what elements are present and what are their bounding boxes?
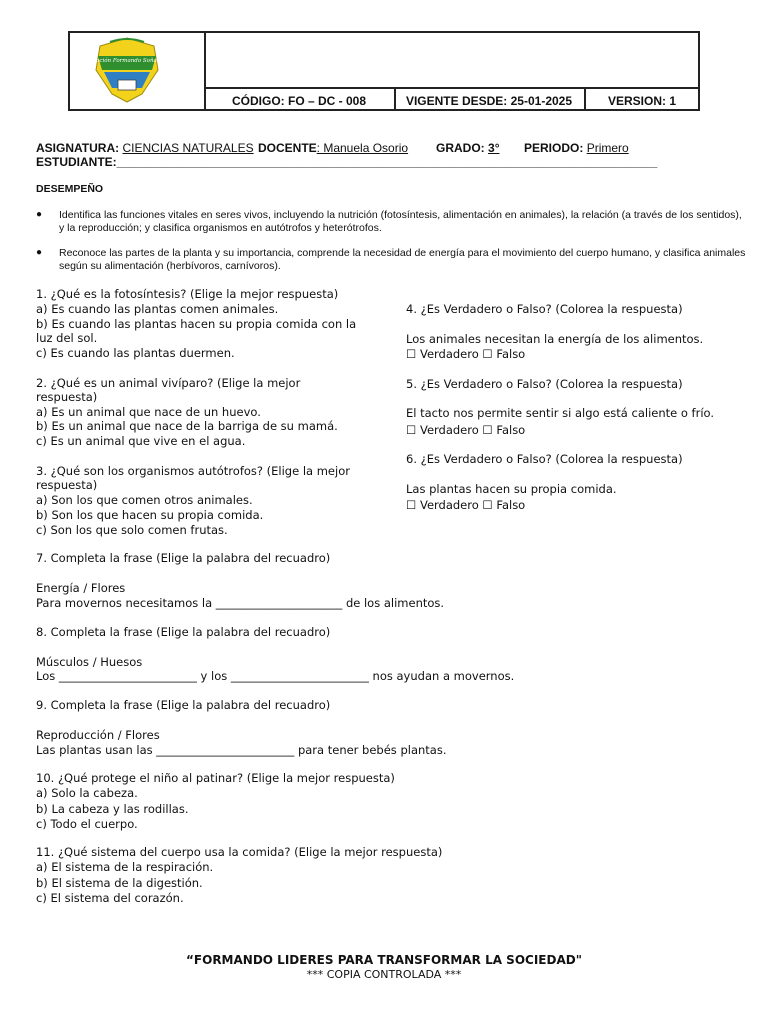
- school-motto: “FORMANDO LIDERES PARA TRANSFORMAR LA SOCIEDAD": [186, 953, 582, 967]
- question-2-option-c[interactable]: c) Es un animal que vive en el agua.: [36, 434, 246, 448]
- grade-value: 3°: [488, 141, 500, 155]
- question-1-option-b[interactable]: b) Es cuando las plantas hacen su propia comida con la: [36, 317, 357, 331]
- question-7: 7. Completa la frase (Elige la palabra del recuadro): [36, 551, 331, 565]
- performance-item-1-line-1: Identifica las funciones vitales en seres vivos, incluyendo la nutrición (fotosíntesis, alimentación en animales), la relación (a través de los sentidos),: [59, 209, 742, 221]
- question-5-options[interactable]: ☐ Verdadero ☐ Falso: [406, 423, 526, 437]
- teacher-label: DOCENTE: [258, 141, 317, 155]
- question-5-statement: El tacto nos permite sentir si algo está caliente o frío.: [406, 406, 715, 420]
- valid-since: VIGENTE DESDE: 25-01-2025: [394, 89, 586, 111]
- question-11-option-c[interactable]: c) El sistema del corazón.: [36, 891, 184, 905]
- period-label: PERIODO:: [524, 141, 584, 155]
- question-1-option-a[interactable]: a) Es cuando las plantas comen animales.: [36, 302, 279, 316]
- version: VERSION: 1: [607, 94, 676, 108]
- question-8: 8. Completa la frase (Elige la palabra del recuadro): [36, 625, 331, 639]
- question-10-option-c[interactable]: c) Todo el cuerpo.: [36, 817, 138, 831]
- controlled-copy-notice: *** COPIA CONTROLADA ***: [306, 968, 462, 981]
- question-10-option-b[interactable]: b) La cabeza y las rodillas.: [36, 802, 189, 816]
- question-3-option-c[interactable]: c) Son los que solo comen frutas.: [36, 523, 228, 537]
- performance-item-2-line-2: según su alimentación (herbívoros, carnívoros).: [59, 260, 281, 272]
- question-11-option-a[interactable]: a) El sistema de la respiración.: [36, 860, 214, 874]
- question-5: 5. ¿Es Verdadero o Falso? (Colorea la respuesta): [406, 377, 683, 391]
- question-7-sentence[interactable]: Para movernos necesitamos la ______________________ de los alimentos.: [36, 596, 445, 610]
- question-2: 2. ¿Qué es un animal vivíparo? (Elige la mejor: [36, 376, 301, 390]
- logo-cell: [70, 33, 206, 109]
- performance-item-1-line-2: y la reproducción; y clasifica organismos en autótrofos y heterótrofos.: [59, 222, 382, 234]
- grade-field: [436, 141, 500, 155]
- svg-text:Fundación Formando Soñadores: Fundación Formando Soñadores: [81, 58, 173, 64]
- question-7-word-box: Energía / Flores: [36, 581, 126, 595]
- teacher-field: [258, 141, 408, 155]
- question-6-options[interactable]: ☐ Verdadero ☐ Falso: [406, 498, 526, 512]
- question-3: 3. ¿Qué son los organismos autótrofos? (Elige la mejor: [36, 464, 350, 478]
- subject-value: CIENCIAS NATURALES: [122, 141, 254, 155]
- question-2-option-b[interactable]: b) Es un animal que nace de la barriga de su mamá.: [36, 419, 338, 433]
- question-3-option-a[interactable]: a) Son los que comen otros animales.: [36, 493, 253, 507]
- question-1-option-c[interactable]: c) Es cuando las plantas duermen.: [36, 346, 235, 360]
- question-10: 10. ¿Qué protege el niño al patinar? (Elige la mejor respuesta): [36, 771, 395, 785]
- question-4-statement: Los animales necesitan la energía de los alimentos.: [406, 332, 704, 346]
- teacher-value: : Manuela Osorio: [316, 141, 409, 155]
- question-2-cont: respuesta): [36, 390, 98, 404]
- question-3-cont: respuesta): [36, 478, 98, 492]
- header-info-row: [204, 87, 698, 111]
- question-3-option-b[interactable]: b) Son los que hacen su propia comida.: [36, 508, 264, 522]
- question-9-word-box: Reproducción / Flores: [36, 728, 160, 742]
- question-8-sentence[interactable]: Los ________________________ y los ________________________ nos ayudan a movernos.: [36, 669, 515, 683]
- question-1-option-b-cont: luz del sol.: [36, 331, 98, 345]
- school-logo: [81, 36, 173, 106]
- performance-item-2-line-1: Reconoce las partes de la planta y su importancia, comprende la necesidad de energía para el movimiento del cuerpo humano, y clasifica animales: [59, 247, 746, 259]
- question-2-option-a[interactable]: a) Es un animal que nace de un huevo.: [36, 405, 261, 419]
- question-9-sentence[interactable]: Las plantas usan las ________________________ para tener bebés plantas.: [36, 743, 447, 757]
- question-9: 9. Completa la frase (Elige la palabra del recuadro): [36, 698, 331, 712]
- question-11: 11. ¿Qué sistema del cuerpo usa la comida? (Elige la mejor respuesta): [36, 845, 443, 859]
- period-field: [524, 141, 629, 155]
- performance-title: DESEMPEÑO: [36, 183, 104, 195]
- bullet-dot: ●: [36, 247, 43, 258]
- period-value: Primero: [586, 141, 629, 155]
- subject-label: ASIGNATURA:: [36, 141, 120, 155]
- student-field: [36, 155, 657, 169]
- student-label: ESTUDIANTE:: [36, 155, 117, 169]
- document-code: CÓDIGO: FO – DC - 008: [204, 89, 396, 111]
- student-name-line[interactable]: _________________________________________________________________________________: [116, 155, 658, 169]
- document-header: [68, 31, 700, 111]
- subject-field: [36, 141, 254, 155]
- bullet-dot: ●: [36, 209, 43, 220]
- grade-label: GRADO:: [436, 141, 485, 155]
- question-11-option-b[interactable]: b) El sistema de la digestión.: [36, 876, 203, 890]
- question-6: 6. ¿Es Verdadero o Falso? (Colorea la respuesta): [406, 452, 683, 466]
- question-4-options[interactable]: ☐ Verdadero ☐ Falso: [406, 347, 526, 361]
- question-10-option-a[interactable]: a) Solo la cabeza.: [36, 786, 138, 800]
- question-6-statement: Las plantas hacen su propia comida.: [406, 482, 617, 496]
- question-1: 1. ¿Qué es la fotosíntesis? (Elige la mejor respuesta): [36, 287, 339, 301]
- question-8-word-box: Músculos / Huesos: [36, 655, 143, 669]
- question-4: 4. ¿Es Verdadero o Falso? (Colorea la respuesta): [406, 302, 683, 316]
